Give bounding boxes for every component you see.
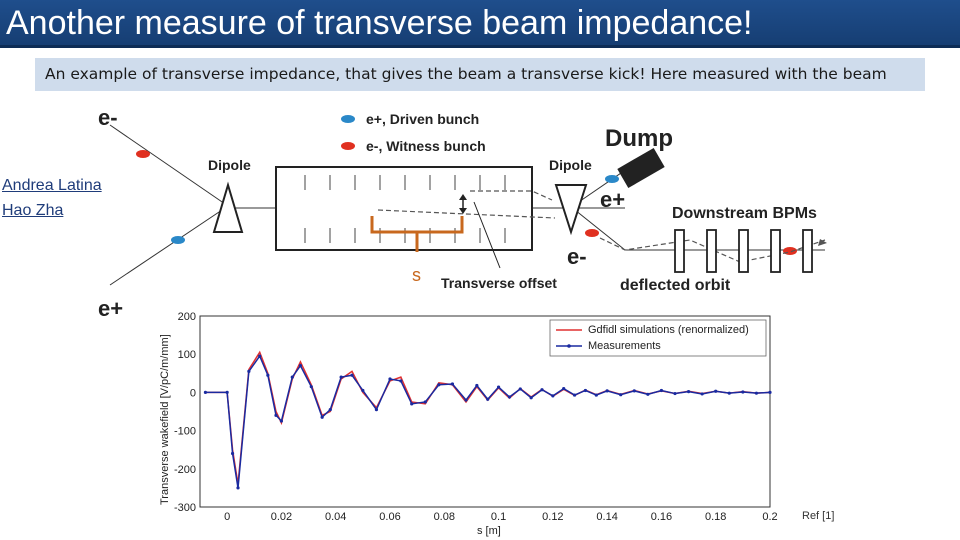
measurement-point bbox=[236, 486, 239, 489]
legend-driven-label: e+, Driven bunch bbox=[366, 111, 480, 127]
measurement-point bbox=[399, 379, 402, 382]
x-axis-label: s [m] bbox=[477, 525, 501, 537]
deflected-orbit-label: deflected orbit bbox=[620, 277, 731, 294]
x-tick-label: 0.1 bbox=[490, 511, 507, 523]
slide-title: Another measure of transverse beam impedance! bbox=[6, 4, 753, 42]
measurement-point bbox=[562, 387, 565, 390]
x-tick-label: 0.06 bbox=[379, 511, 401, 523]
x-tick-label: 0.16 bbox=[650, 511, 673, 523]
measurement-point bbox=[728, 392, 731, 395]
measurement-point bbox=[464, 398, 467, 401]
measurement-point bbox=[451, 382, 454, 385]
y-tick-label: 200 bbox=[177, 311, 196, 323]
measurement-point bbox=[375, 408, 378, 411]
measurement-point bbox=[595, 393, 598, 396]
subtitle-text: An example of transverse impedance, that gives the beam a transverse kick! Here measured with the beam bbox=[45, 65, 887, 83]
e-plus-right-label: e+ bbox=[600, 187, 626, 212]
y-tick-label: 0 bbox=[189, 387, 196, 400]
measurement-point bbox=[424, 400, 427, 403]
measurement-point bbox=[247, 370, 250, 373]
measurement-point bbox=[573, 393, 576, 396]
dump-label: Dump bbox=[605, 125, 673, 152]
measurement-point bbox=[584, 389, 587, 392]
measurement-point bbox=[660, 389, 663, 392]
chart-legend bbox=[550, 320, 766, 356]
measurement-point bbox=[768, 391, 771, 394]
x-tick-label: 0.12 bbox=[542, 511, 564, 523]
measurement-point bbox=[701, 392, 704, 395]
measurement-point bbox=[606, 389, 609, 392]
label-e-minus: e- bbox=[98, 105, 118, 130]
x-tick-label: 0.02 bbox=[270, 511, 293, 523]
measurement-point bbox=[437, 383, 440, 386]
x-tick-label: 0 bbox=[224, 511, 231, 523]
x-tick-labels bbox=[224, 511, 778, 523]
measurement-point bbox=[646, 393, 649, 396]
legend-witness-label: e-, Witness bunch bbox=[366, 138, 486, 154]
label-e-plus: e+ bbox=[98, 296, 124, 321]
x-tick-label: 0.04 bbox=[325, 511, 347, 523]
measurement-point bbox=[497, 385, 500, 388]
measurement-point bbox=[350, 374, 353, 377]
measurement-point bbox=[508, 395, 511, 398]
e-minus-right-label: e- bbox=[567, 244, 587, 269]
measurement-point bbox=[486, 398, 489, 401]
measurement-point bbox=[519, 387, 522, 390]
measurement-point bbox=[475, 384, 478, 387]
measurement-point bbox=[714, 390, 717, 393]
measurement-point bbox=[299, 364, 302, 367]
author-name-2[interactable]: Hao Zha bbox=[2, 202, 64, 219]
measurement-point bbox=[258, 355, 261, 358]
s-label: s bbox=[412, 265, 421, 285]
measurement-point bbox=[633, 389, 636, 392]
measurement-point bbox=[274, 414, 277, 417]
x-tick-label: 0.08 bbox=[433, 511, 455, 523]
author-name-1[interactable]: Andrea Latina bbox=[2, 177, 102, 194]
x-tick-label: 0.14 bbox=[596, 511, 618, 523]
measurement-point bbox=[280, 419, 283, 422]
measurement-point bbox=[266, 374, 269, 377]
measurement-point bbox=[530, 396, 533, 399]
measurement-point bbox=[329, 408, 332, 411]
measurement-point bbox=[551, 394, 554, 397]
measurement-point bbox=[687, 390, 690, 393]
measurement-point bbox=[619, 393, 622, 396]
measurement-point bbox=[340, 376, 343, 379]
measurement-point bbox=[388, 377, 391, 380]
measurement-point bbox=[310, 385, 313, 388]
downstream-bpms-label: Downstream BPMs bbox=[672, 205, 817, 222]
measurement-point bbox=[741, 390, 744, 393]
measurement-point bbox=[755, 392, 758, 395]
dipole-left-label: Dipole bbox=[208, 157, 251, 173]
measurement-point bbox=[361, 389, 364, 392]
y-tick-label: -100 bbox=[173, 425, 196, 438]
measurement-point bbox=[540, 388, 543, 391]
legend-series-2: Measurements bbox=[588, 340, 661, 352]
x-tick-label: 0.2 bbox=[762, 511, 778, 523]
y-tick-label: -300 bbox=[173, 502, 196, 514]
x-tick-label: 0.18 bbox=[705, 511, 727, 523]
measurement-point bbox=[321, 416, 324, 419]
reference-label: Ref [1] bbox=[802, 510, 835, 522]
measurement-point bbox=[291, 376, 294, 379]
measurement-point bbox=[204, 391, 207, 394]
y-tick-label: -200 bbox=[173, 463, 196, 476]
measurement-point bbox=[231, 452, 234, 455]
transverse-offset-label: Transverse offset bbox=[441, 275, 557, 291]
legend-series-1: Gdfidl simulations (renormalized) bbox=[588, 324, 749, 336]
y-tick-labels bbox=[174, 311, 196, 514]
measurement-point bbox=[410, 402, 413, 405]
y-axis-label: Transverse wakefield [V/pC/m/mm] bbox=[159, 334, 171, 505]
measurement-point bbox=[673, 392, 676, 395]
y-tick-label: 100 bbox=[177, 349, 196, 362]
measurement-point bbox=[226, 391, 229, 394]
dipole-right-label: Dipole bbox=[549, 157, 592, 173]
